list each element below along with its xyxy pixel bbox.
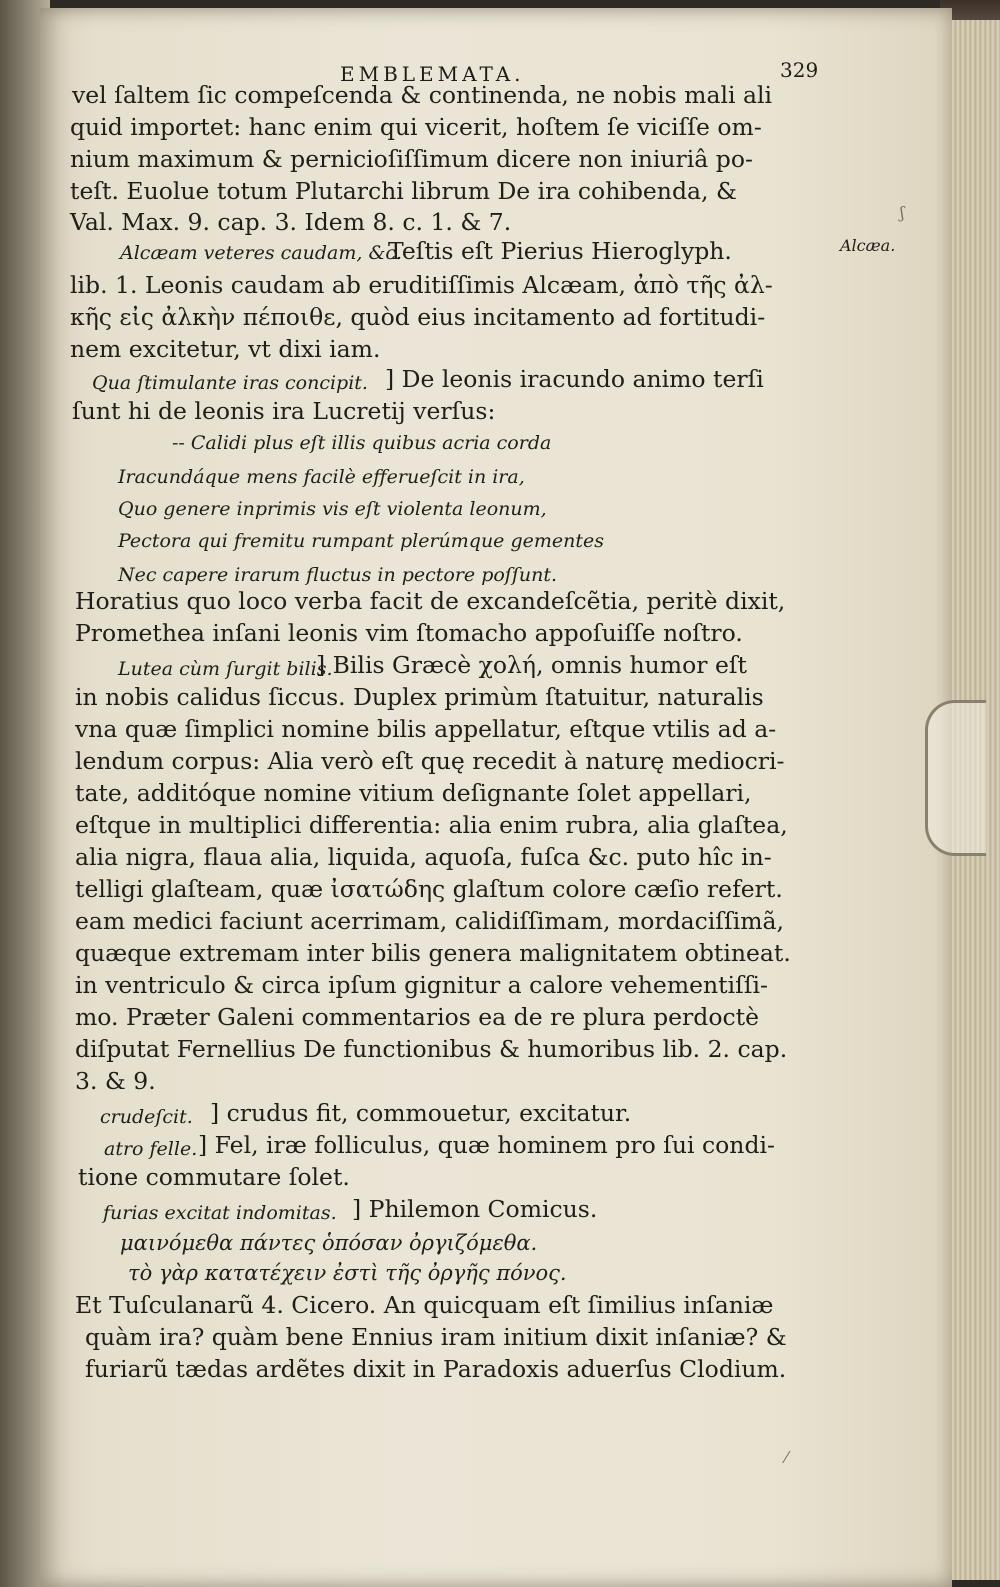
text-line: Lutea cùm ſurgit bilis. bbox=[118, 658, 333, 680]
text-line: mo. Præter Galeni commentarios ea de re plura perdoctè bbox=[75, 1003, 759, 1031]
text-line: alia nigra, flaua alia, liquida, aquoſa, fuſca &c. puto hîc in- bbox=[75, 843, 772, 871]
text-line: crudeſcit. bbox=[100, 1106, 193, 1128]
text-line: vna quæ ſimplici nomine bilis appellatur, eſtque vtilis ad a- bbox=[75, 715, 777, 743]
text-line: Pectora qui fremitu rumpant plerúmque gementes bbox=[118, 530, 604, 552]
text-line: in nobis calidus ſiccus. Duplex primùm ſtatuitur, naturalis bbox=[75, 683, 764, 711]
text-line: quàm ira? quàm bene Ennius iram initium dixit inſaniæ? & bbox=[85, 1323, 787, 1351]
text-line: Horatius quo loco verba facit de excandeſcẽtia, peritè dixit, bbox=[75, 587, 786, 615]
running-head: EMBLEMATA. bbox=[340, 62, 525, 86]
text-line: furiarũ tædas ardẽtes dixit in Paradoxis aduerſus Clodium. bbox=[85, 1355, 787, 1383]
text-line: 3. & 9. bbox=[75, 1067, 156, 1095]
text-line: κῆς εἰς ἀλκὴν πέποιθε, quòd eius incitamento ad fortitudi- bbox=[70, 303, 766, 331]
text-line: lib. 1. Leonis caudam ab eruditiſſimis Alcæam, ἀπὸ τῆς ἀλ- bbox=[70, 271, 773, 299]
text-line: Teſtis eſt Pierius Hieroglyph. bbox=[388, 237, 732, 265]
text-line: ſunt hi de leonis ira Lucretij verſus: bbox=[72, 397, 496, 425]
text-line: -- Calidi plus eſt illis quibus acria corda bbox=[172, 432, 552, 454]
text-line: Et Tuſculanarũ 4. Cicero. An quicquam eſt ſimilius inſaniæ bbox=[75, 1291, 774, 1319]
text-line: Iracundáque mens facilè efferueſcit in ira, bbox=[118, 466, 525, 488]
text-line: quæque extremam inter bilis genera malignitatem obtineat. bbox=[75, 939, 791, 967]
text-line: ] Philemon Comicus. bbox=[352, 1195, 598, 1223]
text-line: quid importet: hanc enim qui vicerit, hoſtem ſe viciſſe om- bbox=[70, 113, 762, 141]
text-line: tione commutare ſolet. bbox=[78, 1163, 350, 1191]
text-line: tate, additóque nomine vitium deſignante ſolet appellari, bbox=[75, 779, 752, 807]
margin-note: Alcæa. bbox=[840, 236, 896, 255]
text-line: Quo genere inprimis vis eſt violenta leonum, bbox=[118, 498, 547, 520]
text-line: Val. Max. 9. cap. 3. Idem 8. c. 1. & 7. bbox=[70, 208, 512, 236]
text-line: nium maximum & pernicioſiſſimum dicere non iniuriâ po- bbox=[70, 145, 753, 173]
text-line: Promethea inſani leonis vim ſtomacho appoſuiſſe noſtro. bbox=[75, 619, 743, 647]
text-line: Qua ſtimulante iras concipit. bbox=[92, 372, 368, 394]
text-line: eam medici faciunt acerrimam, calidiſſimam, mordaciſſimã, bbox=[75, 907, 784, 935]
text-line: ] De leonis iracundo animo terſi bbox=[385, 365, 764, 393]
text-line: lendum corpus: Alia verò eſt quę recedit à naturę mediocri- bbox=[75, 747, 785, 775]
text-line: Nec capere irarum fluctus in pectore poſſunt. bbox=[118, 564, 558, 586]
page-number: 329 bbox=[780, 58, 819, 82]
text-line: μαινόμεθα πάντες ὁπόσαν ὀργιζόμεθα. bbox=[120, 1231, 538, 1255]
text-line: diſputat Fernellius De functionibus & humoribus lib. 2. cap. bbox=[75, 1035, 788, 1063]
text-line: ] Bilis Græcè χολή, omnis humor eſt bbox=[316, 651, 747, 679]
text-line: τὸ γὰρ κατατέχειν ἐστὶ τῆς ὀργῆς πόνος. bbox=[128, 1261, 567, 1285]
text-line: eſtque in multiplici differentia: alia enim rubra, alia glaſtea, bbox=[75, 811, 788, 839]
text-line: nem excitetur, vt dixi iam. bbox=[70, 335, 381, 363]
text-line: ] crudus fit, commouetur, excitatur. bbox=[210, 1099, 632, 1127]
page-clip bbox=[925, 700, 986, 856]
text-line: furias excitat indomitas. bbox=[103, 1202, 337, 1224]
text-line: ] Fel, iræ folliculus, quæ hominem pro ſui condi- bbox=[198, 1131, 775, 1159]
margin-mark: ⁄ bbox=[785, 1448, 788, 1467]
text-line: atro felle. bbox=[104, 1138, 198, 1160]
text-line: teſt. Euolue totum Plutarchi librum De ira cohibenda, & bbox=[70, 177, 737, 205]
text-line: in ventriculo & circa ipſum gignitur a calore vehementiſſi- bbox=[75, 971, 768, 999]
book-page bbox=[40, 8, 952, 1587]
margin-mark: ʃ bbox=[900, 203, 905, 222]
text-line: telligi glaſteam, quæ ἰσατώδης glaſtum colore cæſio refert. bbox=[75, 875, 783, 903]
text-line: Alcæam veteres caudam, &c. bbox=[120, 242, 403, 264]
text-line: vel ſaltem ſic compeſcenda & continenda, ne nobis mali ali bbox=[72, 81, 772, 109]
